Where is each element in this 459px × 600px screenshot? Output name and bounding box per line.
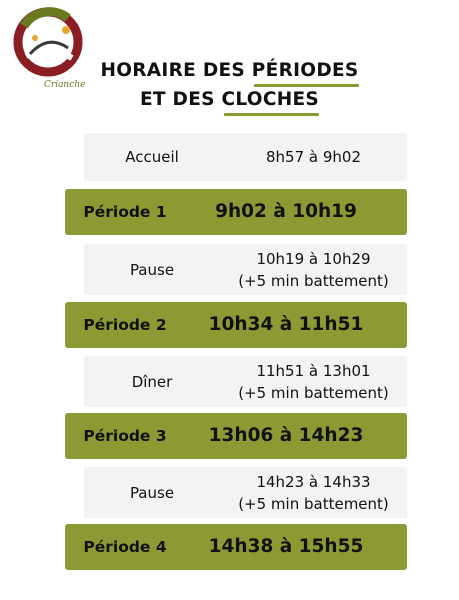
row-time: [185, 425, 407, 447]
title-line2-underlined: CLOCHES: [221, 89, 320, 110]
row-time-range: 13h06 à 14h23: [208, 425, 364, 446]
row-time: [220, 360, 407, 404]
schedule-row-pause-1: [84, 244, 407, 295]
row-time: [185, 201, 407, 223]
row-label: Période 1: [83, 203, 167, 221]
row-label: Pause: [129, 483, 175, 502]
row-label: Période 3: [83, 427, 167, 445]
title-line1-underlined: PÉRIODES: [251, 60, 359, 81]
row-time-range: 8h57 à 9h02: [265, 148, 361, 166]
row-time-range: 9h02 à 10h19: [215, 201, 357, 222]
row-label: Dîner: [131, 372, 173, 391]
row-label: Pause: [129, 260, 175, 279]
schedule-row-periode-3: [65, 413, 407, 459]
row-label: Accueil: [125, 148, 179, 166]
row-time-range: 11h51 à 13h01: [256, 361, 371, 380]
row-time-note: (+5 min battement): [238, 494, 389, 513]
row-time: [185, 314, 407, 336]
schedule-row-periode-4: [65, 524, 407, 570]
row-time-range: 14h38 à 15h55: [208, 536, 364, 557]
schedule-row-pause-2: [84, 467, 407, 518]
logo-wordmark: Crianche: [44, 80, 86, 90]
schedule-row-periode-2: [65, 302, 407, 348]
row-time: [185, 536, 407, 558]
row-time-note: (+5 min battement): [238, 383, 389, 402]
row-label: Période 4: [83, 538, 167, 556]
row-time-range: 10h34 à 11h51: [208, 314, 364, 335]
schedule-row-periode-1: [65, 189, 407, 235]
row-time: [220, 146, 407, 168]
row-time-note: (+5 min battement): [238, 271, 389, 290]
title-line1-prefix: HORAIRE DES: [100, 60, 252, 81]
row-time-range: 10h19 à 10h29: [256, 249, 371, 268]
title-line2-prefix: ET DES: [139, 89, 222, 110]
schedule-row-accueil: [84, 133, 407, 181]
row-time: [220, 248, 407, 292]
page-title: [0, 56, 459, 114]
row-time-range: 14h23 à 14h33: [256, 472, 371, 491]
row-label: Période 2: [83, 316, 167, 334]
row-time: [220, 471, 407, 515]
schedule-row-diner: [84, 356, 407, 407]
